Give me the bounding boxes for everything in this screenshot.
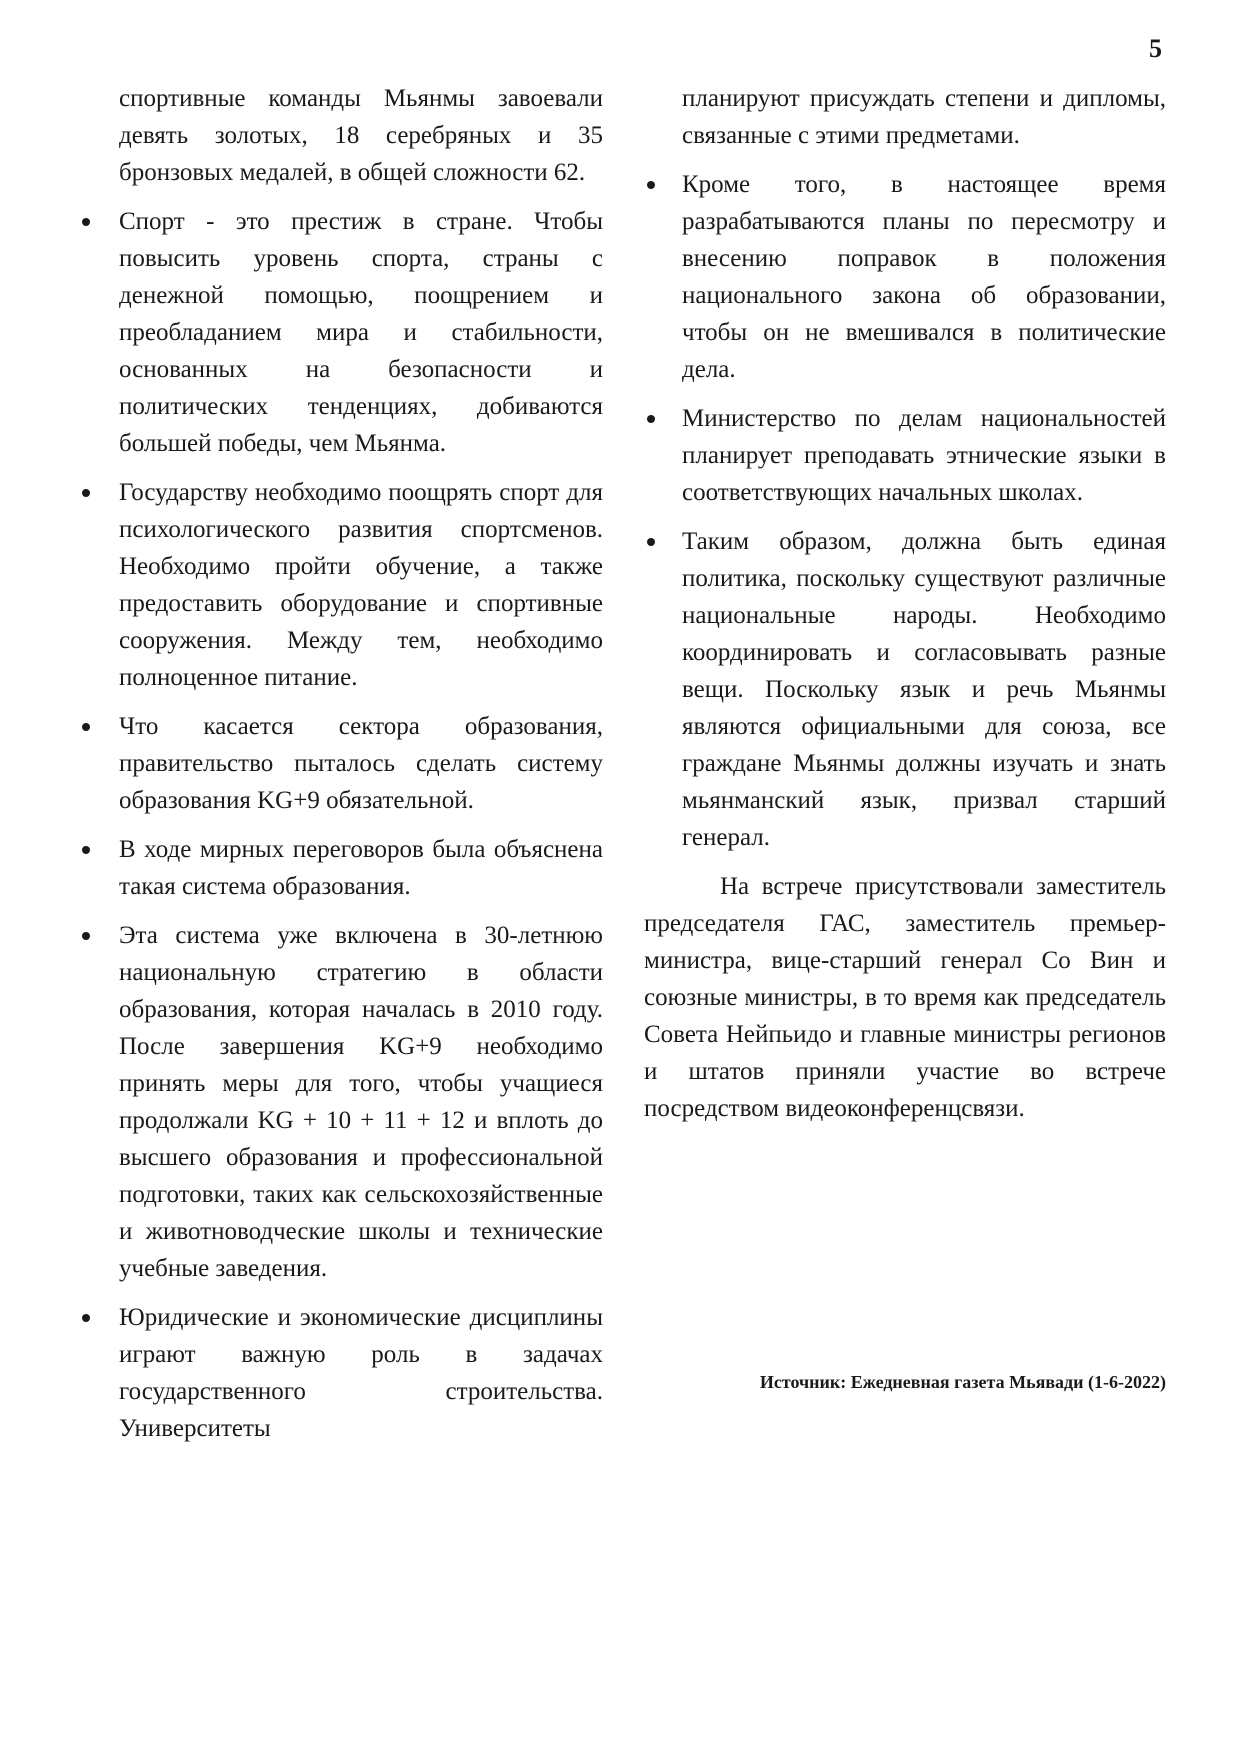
bullet-text: Министерство по делам национальностей планирует преподавать этнические языки в соответствующих начальных школах. bbox=[682, 405, 1166, 506]
left-bullet-list bbox=[119, 203, 603, 1447]
list-item bbox=[119, 1299, 603, 1447]
list-item bbox=[644, 166, 1166, 388]
right-bullet-list bbox=[644, 166, 1166, 856]
right-column bbox=[644, 80, 1166, 1139]
left-continuation-text: спортивные команды Мьянмы завоевали девять золотых, 18 серебряных и 35 бронзовых медалей, в общей сложности 62. bbox=[119, 85, 603, 186]
page-number: 5 bbox=[1149, 34, 1162, 63]
list-item bbox=[119, 708, 603, 819]
left-column bbox=[119, 80, 603, 1459]
list-item bbox=[644, 523, 1166, 856]
bullet-text: В ходе мирных переговоров была объяснена такая система образования. bbox=[119, 836, 603, 900]
bullet-text: Государству необходимо поощрять спорт для психологического развития спортсменов. Необходимо пройти обучение, а также предоставить оборудование и спортивные сооружения. Между тем, необходимо полноценное питание. bbox=[119, 479, 603, 691]
bullet-text: Таким образом, должна быть единая политика, поскольку существуют различные национальные народы. Необходимо координировать и согласовывать разные вещи. Поскольку язык и речь Мьянмы являются официальными для союза, все граждане Мьянмы должны изучать и знать мьянманский язык, призвал старший генерал. bbox=[682, 528, 1166, 851]
bullet-text: Юридические и экономические дисциплины играют важную роль в задачах государственного строительства. Университеты bbox=[119, 1304, 603, 1442]
list-item bbox=[119, 203, 603, 462]
closing-paragraph: На встрече присутствовали заместитель председателя ГАС, заместитель премьер-министра, вице-старший генерал Со Вин и союзные министры, в то время как председатель Совета Нейпьидо и главные министры регионов и штатов приняли участие во встрече посредством видеоконференцсвязи. bbox=[644, 873, 1166, 1122]
list-item bbox=[119, 917, 603, 1287]
source-citation: Источник: Ежедневная газета Мьявади (1-6-2022) bbox=[759, 1372, 1166, 1392]
bullet-text: Что касается сектора образования, правительство пыталось сделать систему образования KG+9 обязательной. bbox=[119, 713, 603, 814]
right-continuation-text: планируют присуждать степени и дипломы, связанные с этими предметами. bbox=[682, 85, 1166, 149]
list-item bbox=[644, 400, 1166, 511]
list-item bbox=[119, 831, 603, 905]
bullet-text: Эта система уже включена в 30-летнюю национальную стратегию в области образования, которая началась в 2010 году. После завершения KG+9 необходимо принять меры для того, чтобы учащиеся продолжали KG + 10 + 11 + 12 и вплоть до высшего образования и профессиональной подготовки, таких как сельскохозяйственные и животноводческие школы и технические учебные заведения. bbox=[119, 922, 603, 1282]
bullet-text: Спорт - это престиж в стране. Чтобы повысить уровень спорта, страны с денежной помощью, поощрением и преобладанием мира и стабильности, основанных на безопасности и политических тенденциях, добиваются большей победы, чем Мьянма. bbox=[119, 208, 603, 457]
list-item bbox=[119, 474, 603, 696]
bullet-text: Кроме того, в настоящее время разрабатываются планы по пересмотру и внесению поправок в положения национального закона об образовании, чтобы он не вмешивался в политические дела. bbox=[682, 171, 1166, 383]
